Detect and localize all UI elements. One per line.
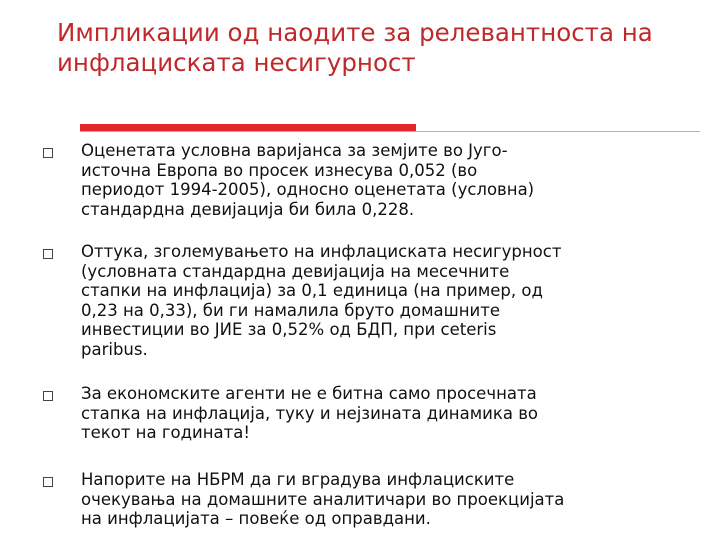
slide-title: Импликации од наодите за релевантноста на инфлациската несигурност: [57, 18, 653, 77]
square-bullet-icon: [43, 148, 53, 158]
square-bullet-icon: [43, 477, 53, 487]
square-bullet-icon: [43, 391, 53, 401]
square-bullet-icon: [43, 249, 53, 259]
bullet-text: Оттука, зголемувањето на инфлациската несигурност (условната стандардна девијација на месечните стапки на инфлација) за 0,1 единица (на пример, од 0,23 на 0,33), би ги намалила бруто домашните инвестиции во ЈИЕ за 0,52% од БДП, при ceteris paribus.: [81, 242, 562, 359]
bullet-text: Напорите на НБРМ да ги вградува инфлациските очекувања на домашните аналитичари во проекцијата на инфлацијата – повеќе од оправдани.: [81, 470, 565, 529]
bullet-text: За економските агенти не е битна само просечната стапка на инфлација, туку и нејзината динамика во текот на годината!: [81, 384, 539, 443]
bullet-text: Оценетата условна варијанса за земјите во Југо- источна Европа во просек изнесува 0,052 (во периодот 1994-2005), односно оценетата (условна) стандардна девијација би била 0,228.: [81, 141, 535, 219]
title-divider-line: [80, 131, 700, 132]
